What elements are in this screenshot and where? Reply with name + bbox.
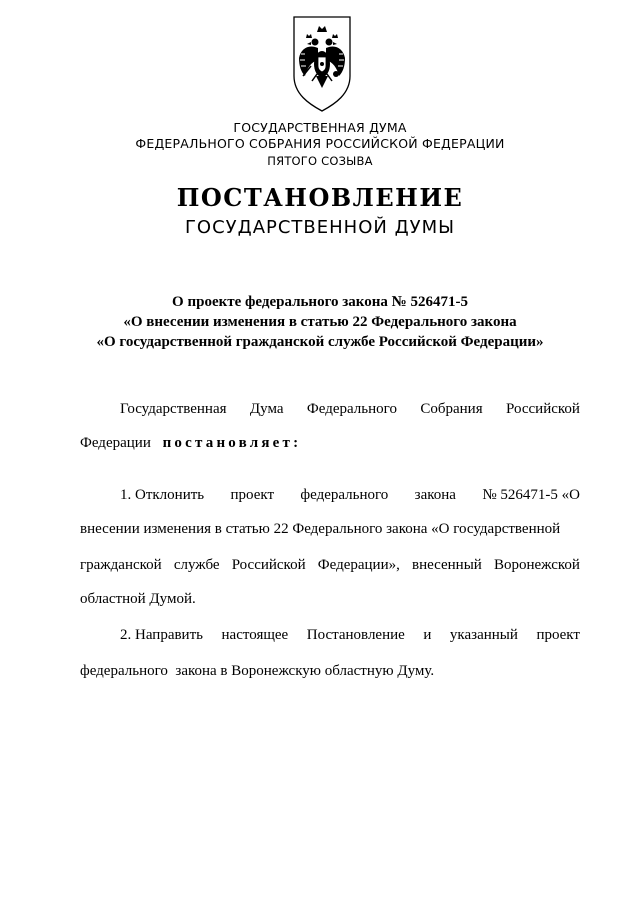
word: Государственная bbox=[120, 401, 227, 417]
resolves-word: постановляет: bbox=[162, 435, 302, 451]
word: службе bbox=[173, 557, 220, 573]
word: внесенный bbox=[412, 557, 482, 573]
word: и bbox=[423, 627, 432, 643]
word: Федерального bbox=[306, 401, 397, 417]
paragraph-2-line-4: областной Думой. bbox=[80, 591, 196, 607]
word: настоящее bbox=[221, 627, 289, 643]
paragraph-1-line-2 bbox=[80, 434, 580, 452]
word: проект bbox=[536, 627, 580, 643]
word: федерального bbox=[300, 487, 389, 503]
word: Постановление bbox=[306, 627, 405, 643]
word: указанный bbox=[449, 627, 518, 643]
paragraph-2-line-2: внесении изменения в статью 22 Федерального закона «О государственной bbox=[80, 521, 561, 537]
document-title: ПОСТАНОВЛЕНИЕ bbox=[176, 183, 464, 212]
word: закона bbox=[414, 487, 456, 503]
word: Российской bbox=[231, 557, 306, 573]
document-subtitle: ГОСУДАРСТВЕННОЙ ДУМЫ bbox=[184, 217, 456, 238]
header-line-1: ГОСУДАРСТВЕННАЯ ДУМА bbox=[233, 120, 407, 135]
paragraph-3-line-2: федерального закона в Воронежскую областную Думу. bbox=[80, 663, 435, 679]
word: Российской bbox=[506, 401, 580, 417]
about-line-3: «О государственной гражданской службе Российской Федерации» bbox=[96, 334, 544, 350]
paragraph-2-line-1 bbox=[120, 486, 580, 504]
about-line-2: «О внесении изменения в статью 22 Федерального закона bbox=[123, 314, 517, 330]
word: проект bbox=[230, 487, 275, 503]
word: Воронежской bbox=[493, 557, 580, 573]
header-line-3: ПЯТОГО СОЗЫВА bbox=[267, 154, 373, 168]
paragraph-2-line-3 bbox=[80, 556, 580, 574]
word: Федерации bbox=[80, 435, 151, 451]
paragraph-3-line-1 bbox=[120, 626, 580, 644]
word: Федерации», bbox=[317, 557, 400, 573]
word: № 526471-5 «О bbox=[482, 487, 580, 503]
word: гражданской bbox=[80, 557, 162, 573]
coat-of-arms-icon bbox=[291, 14, 353, 114]
word: Дума bbox=[249, 401, 284, 417]
paragraph-1-line-1 bbox=[120, 400, 580, 418]
about-line-1: О проекте федерального закона № 526471-5 bbox=[172, 294, 468, 310]
word: 2. Направить bbox=[120, 627, 203, 643]
header-line-2: ФЕДЕРАЛЬНОГО СОБРАНИЯ РОССИЙСКОЙ ФЕДЕРАЦИИ bbox=[135, 136, 505, 151]
word: Собрания bbox=[420, 401, 483, 417]
word: 1. Отклонить bbox=[120, 487, 205, 503]
